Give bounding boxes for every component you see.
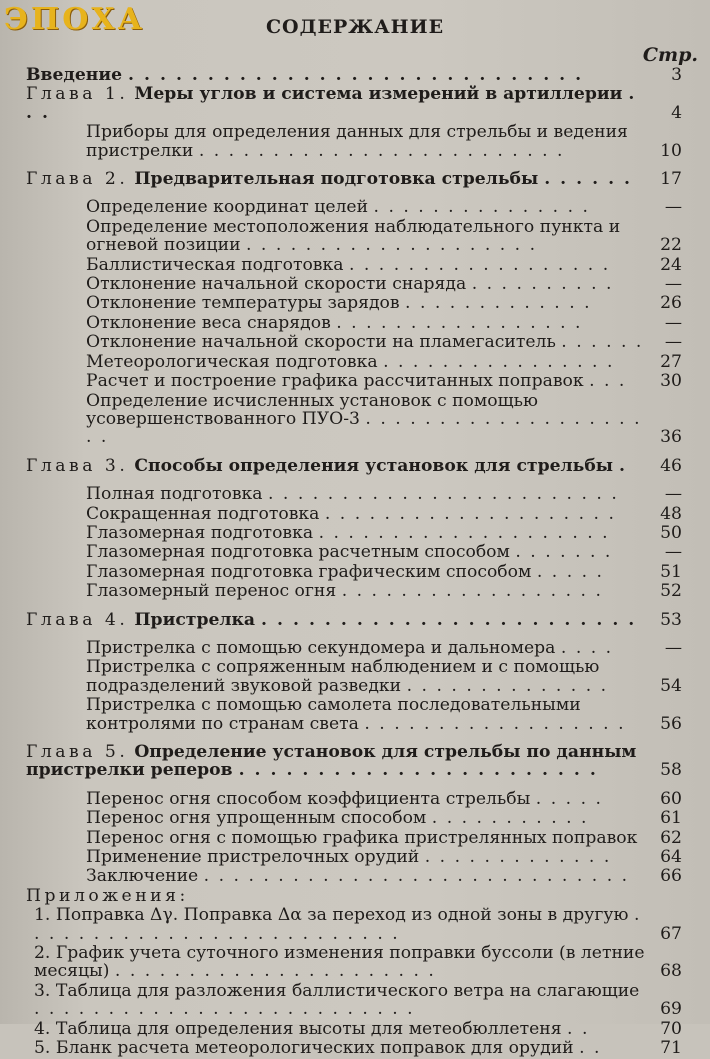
toc-entry-text (86, 562, 604, 582)
toc-entry-text (86, 657, 608, 695)
toc-entry (86, 198, 682, 216)
toc-page-number: 46 (660, 455, 682, 476)
toc-leader-dots: . . . . . . . . . . . . . . . . . . . . (324, 503, 616, 524)
toc-page-number: 67 (660, 923, 682, 944)
toc-page-number: 56 (660, 713, 682, 734)
toc-entry (86, 314, 682, 332)
toc-entry (34, 982, 682, 1019)
toc-entry-title: Отклонение начальной скорости снаряда (86, 274, 467, 295)
toc-entry (86, 372, 682, 390)
toc-leader-dots: . . . . . . . . . . . . . . . . . . . . . . . . . (198, 140, 565, 161)
toc-leader-dots: . . (579, 1038, 602, 1059)
toc-page-number: — (664, 274, 682, 295)
toc-entry-title: Полная подготовка (86, 484, 263, 505)
toc-page-number: — (664, 542, 682, 563)
toc-chapter-number: Глава 3. (26, 455, 129, 476)
toc-leader-dots: . . . . . . . . . . . . . (405, 293, 592, 314)
toc-leader-dots: . . . . . . . . . . . . . . . . . . . . . . . (238, 760, 598, 781)
toc-entry-title: Отклонение температуры зарядов (86, 293, 400, 314)
toc-leader-dots: . . . . . . . . . . . . . . . . . . . . . (86, 408, 642, 448)
toc-entry-text (86, 371, 626, 391)
toc-entry-title: 1. Поправка Δγ. Поправка Δα за переход из одной зоны в другую (34, 905, 629, 926)
toc-page-number: 70 (660, 1018, 682, 1039)
toc-leader-dots: . . . . . . . . . . . . . . . (373, 197, 590, 218)
toc-entry-text (86, 255, 610, 275)
toc-entry-title: Глазомерная подготовка расчетным способом (86, 542, 510, 563)
toc-chapter-entry (26, 611, 682, 629)
toc-entry (86, 294, 682, 312)
toc-entry-text (26, 886, 189, 906)
toc-page-number: 62 (660, 827, 682, 848)
toc-page-number: 66 (660, 866, 682, 887)
toc-chapter-entry (26, 743, 682, 780)
toc-leader-dots: . . . . . . . . . . . . . . . . . . . . . . . . . . . . . (128, 65, 584, 85)
toc-leader-dots: . . . . . . . . . . . . . . . . . (336, 312, 583, 333)
toc-entry-text (86, 789, 603, 809)
toc-entry (86, 867, 682, 885)
toc-page-number: 26 (660, 293, 682, 314)
table-of-contents (26, 66, 682, 1059)
toc-entry-text (86, 122, 628, 160)
toc-entry-title: Способы определения установок для стрельбы (134, 455, 614, 476)
page-title: СОДЕРЖАНИЕ (265, 16, 445, 38)
toc-entry-title: Глазомерная подготовка графическим способом (86, 561, 532, 582)
toc-entry-text (86, 484, 619, 504)
toc-page-number: 61 (660, 808, 682, 829)
toc-entry-text (86, 581, 603, 601)
toc-leader-dots: . . . . . . . . . . . . . . . . . . . . . . . . . . . . . (203, 866, 630, 887)
toc-entry (86, 353, 682, 371)
toc-entry-title: Глазомерный перенос огня (86, 581, 337, 602)
toc-entry-title: Меры углов и система измерений в артиллерии (134, 84, 623, 105)
toc-leader-dots: . . . . . . (544, 169, 633, 190)
toc-entry-title: Пристрелка с помощью самолета последовательными контролями по странам света (86, 695, 581, 734)
toc-leader-dots: . . . . . . . . . . . . . . . . . . . . (246, 235, 538, 256)
toc-page-number: — (664, 197, 682, 218)
toc-chapter-entry (26, 457, 682, 475)
toc-entry-text (86, 695, 626, 733)
toc-entry-title: Применение пристрелочных орудий (86, 847, 420, 868)
toc-entry-text (86, 313, 583, 333)
toc-entry-text (26, 742, 636, 780)
toc-entry-title: Расчет и построение графика рассчитанных поправок (86, 371, 584, 392)
toc-entry-text (26, 84, 636, 122)
toc-entry-text (86, 542, 612, 562)
toc-leader-dots: . . . . . . . . . . . . . . (406, 675, 609, 696)
toc-page-number: 3 (671, 65, 682, 85)
toc-chapter-entry (26, 66, 682, 84)
toc-entry-title: Сокращенная подготовка (86, 503, 320, 524)
toc-entry (86, 256, 682, 274)
toc-entry-text (26, 456, 627, 476)
toc-chapter-number: Глава 1. (26, 84, 129, 105)
toc-entry-text (86, 197, 590, 217)
toc-entry-text (86, 808, 589, 828)
toc-leader-dots: . . . . . . . . . . . . . . . . . . . . (318, 522, 610, 543)
toc-page-number: 27 (660, 351, 682, 372)
toc-leader-dots: . . . . . . . . . . . . . . . . . . . . . . . . . . (34, 999, 415, 1020)
toc-leader-dots: . . . (589, 371, 627, 392)
toc-page-number: 36 (660, 427, 682, 448)
toc-entry-title: Метеорологическая подготовка (86, 351, 378, 372)
toc-entry-title: Глазомерная подготовка (86, 522, 314, 543)
toc-entry-text (34, 905, 641, 943)
toc-entry-title: Перенос огня способом коэффициента стрельбы (86, 788, 531, 809)
toc-entry-title: Приборы для определения данных для стрельбы и ведения пристрелки (86, 122, 628, 161)
toc-entry-text (86, 638, 613, 658)
toc-page-number: 52 (660, 581, 682, 602)
toc-page-number: 58 (660, 760, 682, 781)
toc-leader-dots: . . . . . . . . . . (471, 274, 614, 295)
toc-page-number: 71 (660, 1038, 682, 1059)
toc-page-number: 30 (660, 371, 682, 392)
toc-leader-dots: . . . . . . . . . . . . . . . . . . (348, 254, 611, 275)
toc-leader-dots: . . . . . . . . . . . . . . . . . . . . . . . . . . (34, 905, 642, 944)
toc-entry (86, 829, 682, 847)
toc-entry-title: 4. Таблица для определения высоты для метеобюллетеня (34, 1018, 562, 1039)
toc-leader-dots: . . . (26, 84, 637, 123)
toc-leader-dots: . . (567, 1018, 590, 1039)
toc-chapter-entry (26, 887, 682, 905)
toc-page-number: 22 (660, 235, 682, 256)
toc-entry (34, 944, 682, 981)
page-column-label: Стр. (642, 44, 698, 66)
toc-entry-title: Пристрелка с помощью секундомера и дальномера (86, 637, 556, 658)
toc-entry (86, 123, 682, 160)
toc-page-number: 17 (660, 169, 682, 190)
toc-entry (34, 1020, 682, 1038)
toc-entry (86, 563, 682, 581)
toc-page-number: 60 (660, 788, 682, 809)
toc-entry-title: Определение координат целей (86, 197, 369, 218)
toc-entry (86, 485, 682, 503)
toc-entry-title: Перенос огня с помощью графика пристрелянных поправок (86, 827, 638, 848)
toc-entry-text (86, 504, 616, 524)
toc-page-number: 54 (660, 675, 682, 696)
toc-chapter-number: Глава 2. (26, 169, 129, 190)
toc-leader-dots: . . . . . (536, 561, 605, 582)
toc-entry-text (34, 943, 645, 981)
toc-entry-text (86, 866, 629, 886)
watermark-logo: ЭПОХА (4, 2, 146, 37)
toc-entry (86, 658, 682, 695)
toc-page-number: 10 (660, 140, 682, 161)
toc-entry-title: Введение (26, 65, 123, 85)
toc-entry-title: Определение местоположения наблюдательного пункта и огневой позиции (86, 216, 621, 256)
toc-chapter-entry (26, 170, 682, 188)
toc-entry (34, 1039, 682, 1057)
toc-page-number: 69 (660, 999, 682, 1020)
toc-entry-title: Определение исчисленных установок с помощью усовершенствованного ПУО-3 (86, 390, 538, 429)
toc-entry-text (86, 332, 643, 352)
toc-leader-dots: . (619, 455, 627, 476)
toc-page-number: 50 (660, 522, 682, 543)
toc-page-number: 53 (660, 609, 682, 630)
toc-leader-dots: . . . . . . . . . . . . . (424, 847, 612, 868)
toc-page-number: 68 (660, 961, 682, 982)
toc-entry (86, 333, 682, 351)
toc-page-number: 64 (660, 847, 682, 868)
toc-entry-text (34, 1019, 589, 1039)
toc-entry-title: Пристрелка (134, 609, 256, 630)
toc-leader-dots: . . . . . . . . . . . . . . . . . . (364, 713, 626, 734)
toc-entry (86, 582, 682, 600)
toc-entry-title: Баллистическая подготовка (86, 254, 344, 275)
toc-entry-text (86, 523, 610, 543)
toc-entry-text (86, 217, 620, 255)
toc-entry-text (26, 169, 632, 189)
toc-page-number: 24 (660, 254, 682, 275)
toc-entry-title: Отклонение начальной скорости на пламегаситель (86, 332, 556, 353)
toc-entry-title: 2. График учета суточного изменения поправки буссоли (в летние месяцы) (34, 943, 645, 982)
toc-entry-title: Предварительная подготовка стрельбы (134, 169, 539, 190)
toc-entry-text (86, 293, 592, 313)
toc-leader-dots: . . . . . . . . . . . . . . . . . . . . . . . . (261, 609, 637, 630)
toc-entry-text (26, 610, 636, 630)
toc-entry (86, 809, 682, 827)
toc-leader-dots: . . . . . . . . . . . . . . . . . . (341, 581, 603, 602)
toc-entry (86, 275, 682, 293)
toc-entry (86, 848, 682, 866)
toc-page-number: — (664, 484, 682, 505)
toc-entry-text (34, 1038, 601, 1058)
toc-leader-dots: . . . . . . (561, 332, 644, 353)
toc-entry (86, 639, 682, 657)
toc-entry (86, 392, 682, 447)
toc-entry-title: 3. Таблица для разложения баллистического ветра на слагающие (34, 980, 640, 1001)
toc-leader-dots: . . . . . . . (515, 542, 613, 563)
toc-leader-dots: . . . . . . . . . . . . . . . . . . . . . . . . (268, 484, 619, 505)
toc-leader-dots: . . . . . (535, 788, 603, 809)
toc-entry-title: Перенос огня упрощенным способом (86, 808, 427, 829)
toc-entry (34, 906, 682, 943)
toc-entry (86, 524, 682, 542)
toc-entry (86, 696, 682, 733)
toc-entry-text (34, 981, 639, 1019)
toc-chapter-number: Глава 5. (26, 742, 129, 762)
toc-page-number: — (664, 312, 682, 333)
toc-page-number: 4 (671, 102, 682, 123)
toc-chapter-number: Приложения: (26, 885, 189, 906)
toc-entry-title: Пристрелка с сопряженным наблюдением и с помощью подразделений звуковой разведки (86, 657, 600, 696)
toc-page-number: 51 (660, 561, 682, 582)
toc-leader-dots: . . . . . . . . . . . . . . . . (383, 351, 615, 372)
toc-entry-text (86, 391, 642, 448)
toc-entry-title: Определение установок для стрельбы по данным пристрелки реперов (26, 742, 637, 781)
toc-entry (86, 218, 682, 255)
toc-leader-dots: . . . . . . . . . . . . . . . . . . . . . . (114, 961, 436, 982)
toc-chapter-entry (26, 85, 682, 122)
toc-chapter-number: Глава 4. (26, 609, 129, 630)
toc-entry (86, 790, 682, 808)
toc-entry-text (86, 828, 637, 848)
toc-leader-dots: . . . . . . . . . . . (431, 808, 589, 829)
toc-entry-title: Заключение (86, 866, 199, 887)
toc-entry (86, 505, 682, 523)
toc-page-number: 48 (660, 503, 682, 524)
toc-page-number: — (664, 637, 682, 658)
toc-entry-text (26, 65, 583, 85)
toc-entry-title: 5. Бланк расчета метеорологических поправок для орудий (34, 1038, 574, 1059)
toc-page-number: — (664, 332, 682, 353)
toc-leader-dots: . . . . (560, 637, 614, 658)
toc-entry-text (86, 352, 614, 372)
toc-entry-text (86, 847, 611, 867)
toc-entry-title: Отклонение веса снарядов (86, 312, 331, 333)
toc-entry (86, 543, 682, 561)
toc-entry-text (86, 274, 614, 294)
